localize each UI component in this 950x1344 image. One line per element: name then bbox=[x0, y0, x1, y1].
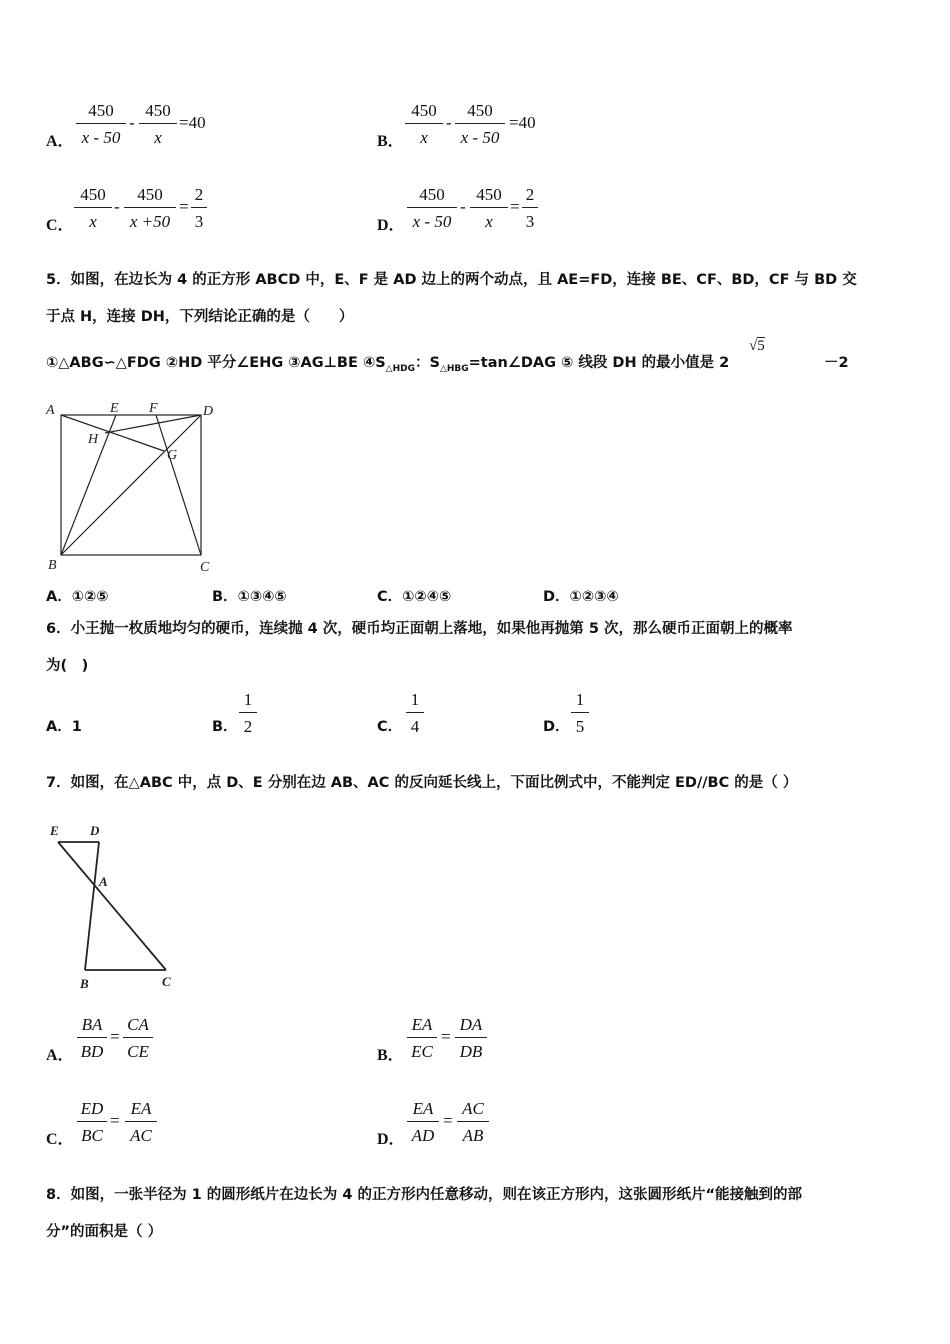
equals-sign: = bbox=[179, 197, 189, 216]
fraction: 450 x - 50 bbox=[455, 100, 505, 148]
fraction: AC AB bbox=[457, 1098, 489, 1146]
q6-option-a: A．1 bbox=[46, 719, 82, 735]
label-a: A bbox=[46, 403, 55, 418]
option-label: C． bbox=[46, 1131, 74, 1148]
fraction: 2 3 bbox=[522, 184, 538, 232]
equation-rhs: =40 bbox=[179, 113, 206, 132]
minus-sign: - bbox=[129, 113, 135, 132]
q5-square-figure bbox=[40, 395, 230, 575]
fraction: 450 x bbox=[74, 184, 112, 232]
label-c: C bbox=[200, 560, 210, 575]
label-b: B bbox=[80, 976, 89, 991]
option-label: B． bbox=[377, 1047, 404, 1064]
equals-sign: = bbox=[443, 1111, 453, 1130]
segment-bd bbox=[61, 415, 201, 555]
q5-option-d: D．①②③④ bbox=[543, 589, 619, 605]
fraction: 450 x bbox=[470, 184, 508, 232]
q5-option-c: C．①②④⑤ bbox=[377, 589, 452, 605]
label-g: G bbox=[167, 448, 178, 463]
label-e: E bbox=[50, 823, 59, 838]
equals-sign: = bbox=[510, 197, 520, 216]
equation-rhs: =40 bbox=[509, 113, 536, 132]
label-d: D bbox=[203, 404, 214, 419]
fraction: EA AC bbox=[125, 1098, 157, 1146]
segment-hd bbox=[105, 415, 201, 433]
q6-stem-line2: 为( ) bbox=[46, 658, 89, 674]
segment-cf bbox=[156, 415, 201, 555]
label-d: D bbox=[90, 823, 100, 838]
fraction: ED BC bbox=[77, 1098, 107, 1146]
label-f: F bbox=[149, 401, 158, 416]
fraction: 2 3 bbox=[191, 184, 207, 232]
q5-stem-line2: 于点 H，连接 DH，下列结论正确的是（ ） bbox=[46, 309, 354, 325]
q7-stem: 7．如图，在△ABC 中，点 D、E 分别在边 AB、AC 的反向延长线上，下面比例式中，不能判定 ED//BC 的是（ ） bbox=[46, 775, 798, 791]
label-b: B bbox=[48, 558, 57, 573]
fraction: CA CE bbox=[123, 1014, 153, 1062]
fraction: 450 x +50 bbox=[124, 184, 176, 232]
label-h: H bbox=[88, 432, 99, 447]
q8-stem-line2: 分”的面积是（ ） bbox=[46, 1224, 163, 1240]
segment-ag bbox=[61, 415, 164, 451]
segment-ec bbox=[58, 842, 166, 970]
fraction: DA DB bbox=[455, 1014, 487, 1062]
q6-option-c-fraction: 1 4 bbox=[406, 689, 424, 737]
q5-conclusion-tail: －2 bbox=[824, 355, 849, 371]
option-label: D． bbox=[377, 1131, 405, 1148]
equals-sign: = bbox=[110, 1111, 120, 1130]
fraction: BA BD bbox=[77, 1014, 107, 1062]
label-c: C bbox=[162, 974, 171, 989]
fraction: 450 x bbox=[139, 100, 177, 148]
option-label: B． bbox=[377, 133, 404, 150]
equals-sign: = bbox=[110, 1027, 120, 1046]
label-a: A bbox=[99, 874, 108, 889]
option-label: A． bbox=[46, 1047, 74, 1064]
q6-option-b-label: B． bbox=[212, 719, 238, 735]
fraction: 450 x bbox=[405, 100, 443, 148]
q7-triangle-figure bbox=[44, 818, 184, 993]
equals-sign: = bbox=[441, 1027, 451, 1046]
option-label: A． bbox=[46, 133, 74, 150]
q5-option-a: A．①②⑤ bbox=[46, 589, 109, 605]
option-label: D． bbox=[377, 217, 405, 234]
fraction: 450 x - 50 bbox=[407, 184, 457, 232]
option-label: C． bbox=[46, 217, 74, 234]
label-e: E bbox=[110, 401, 119, 416]
fraction: EA EC bbox=[407, 1014, 437, 1062]
q6-option-d-fraction: 1 5 bbox=[571, 689, 589, 737]
minus-sign: - bbox=[446, 113, 452, 132]
minus-sign: - bbox=[114, 197, 120, 216]
q5-stem-line1: 5．如图，在边长为 4 的正方形 ABCD 中，E、F 是 AD 边上的两个动点，且 AE=FD，连接 BE、CF、BD，CF 与 BD 交 bbox=[46, 272, 857, 288]
fraction: EA AD bbox=[407, 1098, 439, 1146]
q6-stem-line1: 6．小王抛一枚质地均匀的硬币，连续抛 4 次，硬币均正面朝上落地，如果他再抛第 5 次，那么硬币正面朝上的概率 bbox=[46, 621, 793, 637]
q6-option-d-label: D． bbox=[543, 719, 570, 735]
q8-stem-line1: 8．如图，一张半径为 1 的圆形纸片在边长为 4 的正方形内任意移动，则在该正方形内，这张圆形纸片“能接触到的部 bbox=[46, 1187, 802, 1203]
minus-sign: - bbox=[460, 197, 466, 216]
q6-option-b-fraction: 1 2 bbox=[239, 689, 257, 737]
q5-conclusions: ①△ABG∽△FDG ②HD 平分∠EHG ③AG⊥BE $④S_{\triangle HDG}$：$S_{\triangle HBG}=\tan\angle DAG$ ⑤ 线段 DH 的最小值是 2 bbox=[46, 355, 730, 374]
segment-db bbox=[85, 842, 99, 970]
q5-option-b: B．①③④⑤ bbox=[212, 589, 287, 605]
fraction: 450 x - 50 bbox=[76, 100, 126, 148]
q6-option-c-label: C． bbox=[377, 719, 403, 735]
sqrt-five: √5 bbox=[749, 338, 765, 354]
